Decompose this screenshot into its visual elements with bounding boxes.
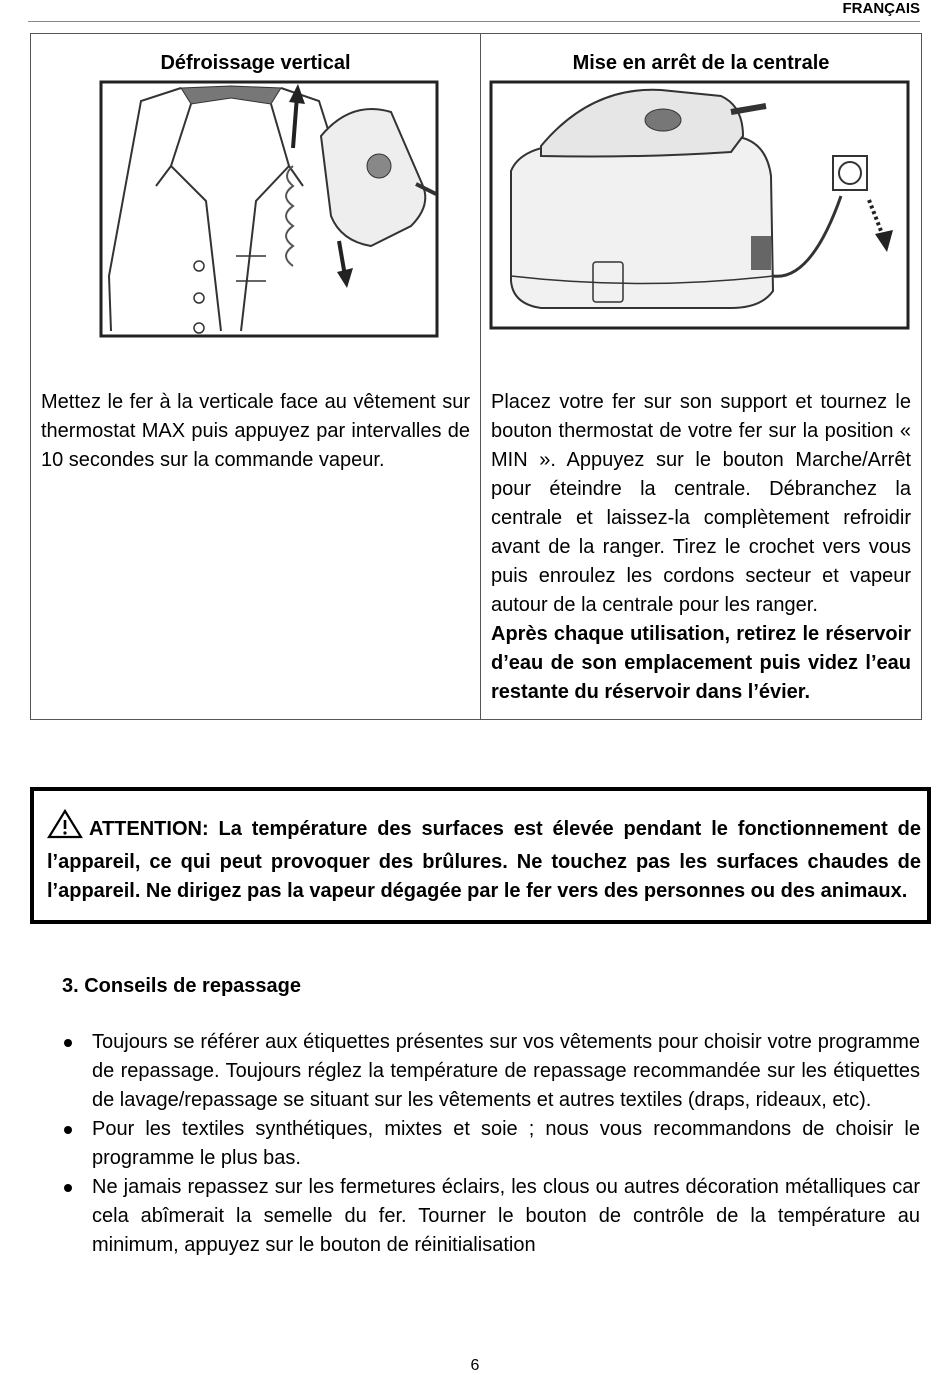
jacket-iron-illustration: [31, 76, 480, 376]
right-bold-text: Après chaque utilisation, retirez le réservoir d’eau de son emplacement puis videz l’eau restante du réservoir dans l’évier.: [491, 623, 911, 703]
tips-list: [62, 1028, 920, 1260]
left-description: Mettez le fer à la verticale face au vêtement sur thermostat MAX puis appuyez par intervalles de 10 secondes sur la commande vapeur.: [41, 391, 470, 471]
vertical-steam-figure: [31, 76, 480, 376]
right-title: Mise en arrêt de la centrale: [572, 52, 830, 74]
right-column: [481, 34, 922, 720]
section-title: 3. Conseils de repassage: [62, 975, 302, 997]
right-description: [481, 376, 921, 719]
right-text: Placez votre fer sur son support et tournez le bouton thermostat de votre fer sur la position « MIN ». Appuyez sur le bouton Marche/Arrêt pour éteindre la centrale. Débranchez la centrale et laissez-la complètement refroidir avant de la ranger. Tirez le crochet vers vous puis enroulez les cordons secteur et vapeur autour de la centrale pour les ranger.: [491, 391, 911, 616]
warning-text: ATTENTION: La température des surfaces est élevée pendant le fonctionnement de l’appareil, ce qui peut provoquer des brûlures. Ne touchez pas les surfaces chaudes de l’appareil. Ne dirigez pas la vapeur dégagée par le fer vers des personnes ou des animaux.: [47, 818, 921, 902]
page-number: 6: [470, 1357, 480, 1374]
shutdown-figure: [481, 76, 921, 376]
warning-triangle-icon: [47, 809, 83, 848]
left-title: Défroissage vertical: [160, 52, 351, 74]
list-item: Ne jamais repassez sur les fermetures éclairs, les clous ou autres décoration métalliques car cela abîmerait la semelle du fer. Tourner le bouton de contrôle de la température au minimum, appuyez sur le bouton de réinitialisation: [62, 1173, 920, 1260]
header-rule: [28, 21, 920, 22]
language-label: FRANÇAIS: [842, 0, 920, 17]
left-column: [31, 34, 481, 720]
instruction-table: [30, 33, 922, 720]
warning-box: [30, 787, 931, 924]
steam-station-unplug-illustration: [481, 76, 921, 376]
list-item: Toujours se référer aux étiquettes présentes sur vos vêtements pour choisir votre programme de repassage. Toujours réglez la température de repassage recommandée sur les étiquettes de lavage/repassage se situant sur les vêtements et autres textiles (draps, rideaux, etc).: [62, 1028, 920, 1115]
list-item: Pour les textiles synthétiques, mixtes et soie ; nous vous recommandons de choisir le programme le plus bas.: [62, 1115, 920, 1173]
